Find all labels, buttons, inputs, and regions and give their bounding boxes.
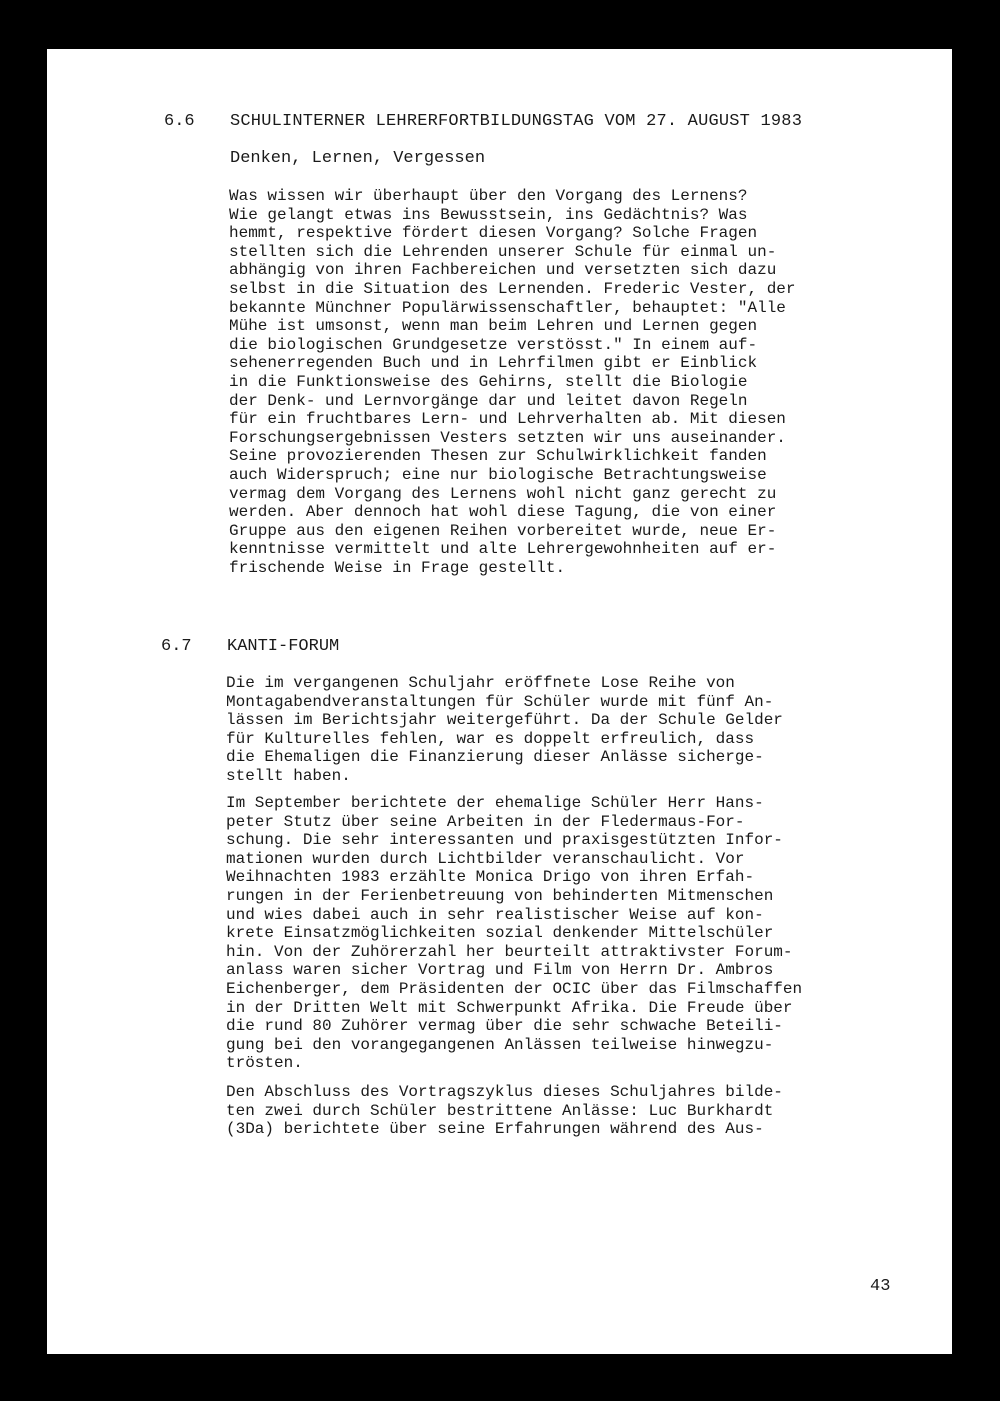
text-line: für Kulturelles fehlen, war es doppelt erfreulich, dass (226, 729, 755, 748)
text-line: Seine provozierenden Thesen zur Schulwirklichkeit fanden (229, 447, 767, 466)
text-line: auch Widerspruch; eine nur biologische Betrachtungsweise (229, 465, 767, 484)
paragraph (229, 187, 796, 577)
text-line: anlass waren sicher Vortrag und Film von Herrn Dr. Ambros (226, 961, 774, 980)
text-line: trösten. (226, 1054, 303, 1073)
text-line: Den Abschluss des Vortragszyklus dieses Schuljahres bilde- (226, 1083, 783, 1101)
paragraph (226, 794, 802, 1073)
text-line: abhängig von ihren Fachbereichen und versetzten sich dazu (229, 261, 777, 280)
text-line: selbst in die Situation des Lernenden. Frederic Vester, der (229, 279, 796, 298)
text-line: gung bei den vorangegangenen Anlässen teilweise hinwegzu- (226, 1035, 774, 1054)
text-line: werden. Aber dennoch hat wohl diese Tagung, die von einer (229, 503, 777, 522)
text-line: Gruppe aus den eigenen Reihen vorbereitet wurde, neue Er- (229, 521, 777, 540)
text-line: der Denk- und Lernvorgänge dar und leitet davon Regeln (229, 391, 748, 410)
text-line: Was wissen wir überhaupt über den Vorgang des Lernens? (229, 187, 748, 205)
text-line: Mühe ist umsonst, wenn man beim Lehren und Lernen gegen (229, 317, 758, 336)
text-line: Forschungsergebnissen Vesters setzten wir uns auseinander. (229, 428, 786, 447)
section-title: SCHULINTERNER LEHRERFORTBILDUNGSTAG VOM 27. AUGUST 1983 (230, 112, 803, 131)
section-title: KANTI-FORUM (227, 637, 340, 656)
text-line: die Ehemaligen die Finanzierung dieser Anlässe sicherge- (226, 748, 764, 767)
text-line: die biologischen Grundgesetze verstösst." In einem auf- (229, 335, 758, 354)
section-number: 6.7 (161, 637, 192, 656)
text-line: hin. Von der Zuhörerzahl her beurteilt attraktivster Forum- (226, 942, 793, 961)
text-line: vermag dem Vorgang des Lernens wohl nicht ganz gerecht zu (229, 484, 777, 503)
text-line: frischende Weise in Frage gestellt. (229, 558, 566, 577)
text-line: Eichenberger, dem Präsidenten der OCIC über das Filmschaffen (226, 979, 803, 998)
text-line: Wie gelangt etwas ins Bewusstsein, ins Gedächtnis? Was (229, 205, 748, 224)
text-line: Weihnachten 1983 erzählte Monica Drigo von ihren Erfah- (226, 868, 755, 887)
text-line: die rund 80 Zuhörer vermag über die sehr schwache Beteili- (226, 1017, 783, 1036)
text-line: Die im vergangenen Schuljahr eröffnete Lose Reihe von (226, 674, 735, 692)
text-line: mationen wurden durch Lichtbilder veranschaulicht. Vor (226, 849, 745, 868)
section-number: 6.6 (164, 112, 195, 131)
text-line: hemmt, respektive fördert diesen Vorgang? Solche Fragen (229, 224, 758, 243)
text-line: ten zwei durch Schüler bestrittene Anlässe: Luc Burkhardt (226, 1101, 774, 1120)
text-line: in die Funktionsweise des Gehirns, stellt die Biologie (229, 372, 748, 391)
text-line: in der Dritten Welt mit Schwerpunkt Afrika. Die Freude über (226, 998, 793, 1017)
text-line: krete Einsatzmöglichkeiten sozial denkender Mittelschüler (226, 924, 774, 943)
text-line: und wies dabei auch in sehr realistischer Weise auf kon- (226, 905, 764, 924)
text-line: für ein fruchtbares Lern- und Lehrverhalten ab. Mit diesen (229, 410, 786, 429)
text-line: rungen in der Ferienbetreuung von behinderten Mitmenschen (226, 886, 774, 905)
text-line: (3Da) berichtete über seine Erfahrungen während des Aus- (226, 1120, 764, 1139)
page-number: 43 (870, 1277, 891, 1296)
text-line: lässen im Berichtsjahr weitergeführt. Da der Schule Gelder (226, 711, 783, 730)
paragraph (226, 1083, 783, 1139)
text-line: stellt haben. (226, 766, 351, 785)
text-line: sehenerregenden Buch und in Lehrfilmen gibt er Einblick (229, 354, 758, 373)
text-line: peter Stutz über seine Arbeiten in der Fledermaus-For- (226, 812, 745, 831)
text-line: Montagabendveranstaltungen für Schüler wurde mit fünf An- (226, 692, 774, 711)
text-line: stellten sich die Lehrenden unserer Schule für einmal un- (229, 242, 777, 261)
document-page (47, 49, 952, 1354)
paragraph (226, 674, 783, 786)
text-line: schung. Die sehr interessanten und praxisgestützten Infor- (226, 831, 783, 850)
text-line: Im September berichtete der ehemalige Schüler Herr Hans- (226, 794, 764, 812)
section-subtitle: Denken, Lernen, Vergessen (230, 149, 486, 168)
text-line: kenntnisse vermittelt und alte Lehrergewohnheiten auf er- (229, 540, 777, 559)
text-line: bekannte Münchner Populärwissenschaftler, behauptet: "Alle (229, 298, 786, 317)
